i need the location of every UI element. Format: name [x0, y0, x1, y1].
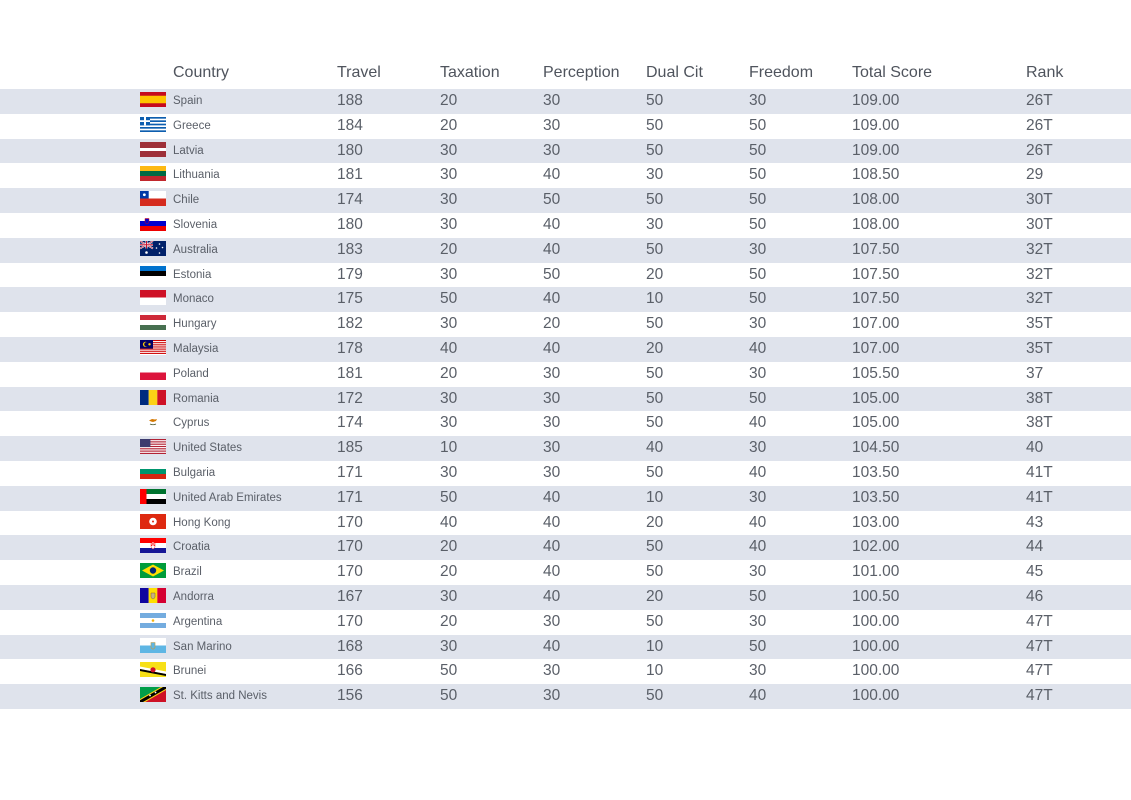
cell-travel: 174 — [337, 191, 363, 209]
slovenia-flag-icon — [140, 216, 166, 231]
croatia-flag-icon — [140, 538, 166, 553]
cell-dual-cit: 10 — [646, 488, 664, 506]
cell-total: 107.50 — [852, 290, 900, 308]
cell-total: 105.50 — [852, 364, 900, 382]
cell-freedom: 30 — [749, 92, 767, 109]
spain-flag-icon — [140, 92, 166, 107]
cell-dual-cit: 30 — [646, 215, 664, 233]
country-name: Brazil — [173, 566, 202, 579]
cell-total: 103.50 — [852, 488, 900, 506]
cell-travel: 167 — [337, 587, 363, 605]
cell-rank: 46 — [1026, 587, 1044, 605]
cell-taxation: 30 — [440, 215, 458, 233]
header-country: Country — [173, 64, 230, 81]
cell-rank: 38T — [1026, 414, 1053, 432]
cell-total: 102.00 — [852, 538, 900, 556]
table-row — [0, 337, 1131, 362]
cell-perception: 30 — [543, 612, 561, 630]
cell-travel: 183 — [337, 240, 363, 258]
cell-total: 100.00 — [852, 662, 900, 680]
table-row — [0, 89, 1131, 114]
header-freedom: Freedom — [749, 64, 814, 81]
cell-travel: 171 — [337, 488, 363, 506]
cell-taxation: 30 — [440, 637, 458, 655]
country-name: Greece — [173, 119, 211, 132]
cell-dual-cit: 50 — [646, 687, 664, 705]
table-row — [0, 213, 1131, 238]
cell-total: 109.00 — [852, 141, 900, 159]
cell-rank: 47T — [1026, 637, 1053, 655]
cell-rank: 26T — [1026, 116, 1053, 134]
table-row — [0, 535, 1131, 560]
cell-taxation: 30 — [440, 587, 458, 605]
estonia-flag-icon — [140, 266, 166, 281]
ranking-table — [0, 58, 1131, 709]
cell-taxation: 30 — [440, 389, 458, 407]
cell-taxation: 30 — [440, 141, 458, 159]
country-name: Argentina — [173, 615, 223, 628]
table-row — [0, 362, 1131, 387]
cell-rank: 37 — [1026, 364, 1044, 382]
table-row — [0, 511, 1131, 536]
cell-total: 103.50 — [852, 463, 900, 481]
brazil-flag-icon — [140, 563, 166, 578]
cell-dual-cit: 50 — [646, 116, 664, 134]
cell-total: 100.50 — [852, 587, 900, 605]
cell-travel: 181 — [337, 166, 363, 184]
cell-perception: 40 — [543, 563, 561, 581]
cell-taxation: 20 — [440, 364, 458, 382]
cell-total: 108.00 — [852, 215, 900, 233]
table-row — [0, 114, 1131, 139]
table-row — [0, 610, 1131, 635]
cell-dual-cit: 50 — [646, 538, 664, 556]
cell-freedom: 40 — [749, 463, 767, 481]
lithuania-flag-icon — [140, 166, 166, 181]
cell-travel: 181 — [337, 364, 363, 382]
table-row — [0, 312, 1131, 337]
country-name: Andorra — [173, 590, 214, 603]
table-row — [0, 635, 1131, 660]
country-name: Hungary — [173, 318, 217, 331]
cell-dual-cit: 20 — [646, 513, 664, 531]
cell-rank: 45 — [1026, 563, 1044, 581]
cell-freedom: 30 — [749, 364, 767, 382]
cell-rank: 40 — [1026, 439, 1044, 457]
latvia-flag-icon — [140, 142, 166, 157]
cell-dual-cit: 30 — [646, 166, 664, 184]
cell-rank: 35T — [1026, 339, 1053, 357]
cell-travel: 185 — [337, 439, 363, 457]
cell-dual-cit: 20 — [646, 265, 664, 283]
table-row — [0, 684, 1131, 709]
uae-flag-icon — [140, 489, 166, 504]
cell-perception: 40 — [543, 290, 561, 308]
cell-freedom: 50 — [749, 265, 767, 283]
monaco-flag-icon — [140, 290, 166, 305]
country-name: Croatia — [173, 541, 211, 554]
country-name: Bulgaria — [173, 466, 216, 479]
cell-dual-cit: 50 — [646, 463, 664, 481]
country-name: Malaysia — [173, 342, 219, 355]
cell-rank: 30T — [1026, 191, 1053, 209]
cell-total: 107.00 — [852, 315, 900, 333]
country-name: Spain — [173, 95, 203, 107]
cell-freedom: 50 — [749, 166, 767, 184]
cell-dual-cit: 40 — [646, 439, 664, 457]
table-row — [0, 238, 1131, 263]
cell-freedom: 30 — [749, 612, 767, 630]
cell-taxation: 30 — [440, 463, 458, 481]
cell-rank: 29 — [1026, 166, 1044, 184]
header-rank: Rank — [1026, 64, 1064, 81]
cell-perception: 40 — [543, 637, 561, 655]
cell-rank: 47T — [1026, 687, 1053, 705]
brunei-flag-icon — [140, 662, 166, 677]
cell-perception: 30 — [543, 116, 561, 134]
cell-taxation: 20 — [440, 116, 458, 134]
country-name: Poland — [173, 367, 209, 380]
cell-dual-cit: 50 — [646, 612, 664, 630]
header-total-score: Total Score — [852, 64, 933, 81]
cell-travel: 180 — [337, 141, 363, 159]
cell-taxation: 40 — [440, 513, 458, 531]
cell-perception: 40 — [543, 513, 561, 531]
cell-dual-cit: 50 — [646, 563, 664, 581]
cell-perception: 50 — [543, 265, 561, 283]
cell-taxation: 20 — [440, 92, 458, 109]
cell-total: 108.00 — [852, 191, 900, 209]
country-name: San Marino — [173, 640, 232, 653]
cell-taxation: 30 — [440, 315, 458, 333]
cell-total: 105.00 — [852, 389, 900, 407]
hungary-flag-icon — [140, 315, 166, 330]
cell-travel: 182 — [337, 315, 363, 333]
table-row — [0, 659, 1131, 684]
table-row — [0, 436, 1131, 461]
cell-rank: 30T — [1026, 215, 1053, 233]
cell-dual-cit: 10 — [646, 637, 664, 655]
country-name: Slovenia — [173, 218, 218, 231]
cell-travel: 171 — [337, 463, 363, 481]
cell-perception: 30 — [543, 463, 561, 481]
cell-total: 100.00 — [852, 687, 900, 705]
cell-taxation: 20 — [440, 538, 458, 556]
table-row — [0, 163, 1131, 188]
cell-total: 107.50 — [852, 265, 900, 283]
country-name: United States — [173, 442, 243, 455]
cell-dual-cit: 50 — [646, 141, 664, 159]
cell-total: 107.50 — [852, 240, 900, 258]
cell-travel: 170 — [337, 513, 363, 531]
bulgaria-flag-icon — [140, 464, 166, 479]
cell-dual-cit: 20 — [646, 587, 664, 605]
cell-rank: 32T — [1026, 265, 1053, 283]
cell-rank: 41T — [1026, 463, 1053, 481]
cell-total: 108.50 — [852, 166, 900, 184]
cell-travel: 174 — [337, 414, 363, 432]
country-name: Hong Kong — [173, 516, 231, 529]
cell-taxation: 20 — [440, 612, 458, 630]
cell-dual-cit: 50 — [646, 389, 664, 407]
cell-total: 100.00 — [852, 612, 900, 630]
cell-travel: 188 — [337, 92, 363, 109]
cell-travel: 175 — [337, 290, 363, 308]
cell-perception: 40 — [543, 488, 561, 506]
australia-flag-icon — [140, 241, 166, 256]
cyprus-flag-icon — [140, 414, 166, 429]
cell-taxation: 50 — [440, 687, 458, 705]
poland-flag-icon — [140, 365, 166, 380]
cell-perception: 30 — [543, 364, 561, 382]
cell-perception: 40 — [543, 587, 561, 605]
cell-perception: 40 — [543, 215, 561, 233]
cell-perception: 30 — [543, 662, 561, 680]
cell-perception: 30 — [543, 141, 561, 159]
cell-taxation: 40 — [440, 339, 458, 357]
romania-flag-icon — [140, 390, 166, 405]
cell-freedom: 30 — [749, 240, 767, 258]
country-name: Estonia — [173, 268, 212, 281]
cell-travel: 156 — [337, 687, 363, 705]
cell-freedom: 30 — [749, 488, 767, 506]
cell-freedom: 40 — [749, 414, 767, 432]
cell-total: 105.00 — [852, 414, 900, 432]
table-row — [0, 188, 1131, 213]
cell-freedom: 50 — [749, 215, 767, 233]
cell-perception: 30 — [543, 687, 561, 705]
cell-perception: 40 — [543, 339, 561, 357]
table-row — [0, 486, 1131, 511]
cell-taxation: 50 — [440, 488, 458, 506]
san-marino-flag-icon — [140, 638, 166, 653]
st-kitts-and-nevis-flag-icon — [140, 687, 166, 702]
cell-taxation: 20 — [440, 563, 458, 581]
cell-perception: 40 — [543, 240, 561, 258]
header-dual-cit: Dual Cit — [646, 64, 703, 81]
cell-freedom: 50 — [749, 389, 767, 407]
cell-perception: 30 — [543, 92, 561, 109]
cell-perception: 30 — [543, 389, 561, 407]
cell-taxation: 50 — [440, 662, 458, 680]
cell-taxation: 30 — [440, 191, 458, 209]
cell-total: 109.00 — [852, 116, 900, 134]
cell-perception: 40 — [543, 538, 561, 556]
country-name: Latvia — [173, 144, 204, 157]
table-row — [0, 139, 1131, 164]
cell-dual-cit: 20 — [646, 339, 664, 357]
malaysia-flag-icon — [140, 340, 166, 355]
cell-travel: 170 — [337, 563, 363, 581]
argentina-flag-icon — [140, 613, 166, 628]
cell-taxation: 10 — [440, 439, 458, 457]
table-row — [0, 560, 1131, 585]
cell-travel: 168 — [337, 637, 363, 655]
cell-taxation: 30 — [440, 265, 458, 283]
table-row — [0, 287, 1131, 312]
cell-dual-cit: 50 — [646, 315, 664, 333]
cell-taxation: 20 — [440, 240, 458, 258]
cell-total: 100.00 — [852, 637, 900, 655]
cell-dual-cit: 50 — [646, 191, 664, 209]
cell-dual-cit: 50 — [646, 240, 664, 258]
cell-freedom: 30 — [749, 315, 767, 333]
cell-freedom: 30 — [749, 439, 767, 457]
cell-rank: 26T — [1026, 92, 1053, 109]
cell-taxation: 30 — [440, 166, 458, 184]
cell-dual-cit: 10 — [646, 662, 664, 680]
cell-rank: 38T — [1026, 389, 1053, 407]
cell-freedom: 50 — [749, 116, 767, 134]
cell-freedom: 30 — [749, 662, 767, 680]
chile-flag-icon — [140, 191, 166, 206]
cell-dual-cit: 50 — [646, 414, 664, 432]
table-row — [0, 263, 1131, 288]
country-name: United Arab Emirates — [173, 491, 282, 504]
cell-perception: 40 — [543, 166, 561, 184]
cell-dual-cit: 10 — [646, 290, 664, 308]
united-states-flag-icon — [140, 439, 166, 454]
country-name: Brunei — [173, 665, 207, 678]
cell-perception: 50 — [543, 191, 561, 209]
cell-rank: 35T — [1026, 315, 1053, 333]
cell-travel: 170 — [337, 538, 363, 556]
greece-flag-icon — [140, 117, 166, 132]
cell-rank: 32T — [1026, 290, 1053, 308]
table-body — [0, 89, 1131, 709]
country-name: Monaco — [173, 293, 214, 306]
cell-travel: 166 — [337, 662, 363, 680]
cell-taxation: 30 — [440, 414, 458, 432]
cell-travel: 184 — [337, 116, 363, 134]
cell-total: 109.00 — [852, 92, 900, 109]
cell-total: 101.00 — [852, 563, 900, 581]
country-name: Cyprus — [173, 417, 210, 430]
cell-freedom: 40 — [749, 339, 767, 357]
country-name: Romania — [173, 392, 220, 405]
hong-kong-flag-icon — [140, 514, 166, 529]
header-perception: Perception — [543, 64, 620, 81]
cell-freedom: 50 — [749, 191, 767, 209]
cell-rank: 47T — [1026, 662, 1053, 680]
table-row — [0, 461, 1131, 486]
cell-rank: 47T — [1026, 612, 1053, 630]
cell-total: 104.50 — [852, 439, 900, 457]
country-name: St. Kitts and Nevis — [173, 690, 267, 703]
cell-rank: 32T — [1026, 240, 1053, 258]
country-name: Australia — [173, 243, 218, 256]
cell-taxation: 50 — [440, 290, 458, 308]
cell-freedom: 50 — [749, 290, 767, 308]
table-row — [0, 411, 1131, 436]
cell-travel: 180 — [337, 215, 363, 233]
cell-freedom: 50 — [749, 141, 767, 159]
cell-travel: 172 — [337, 389, 363, 407]
cell-freedom: 50 — [749, 587, 767, 605]
header-taxation: Taxation — [440, 64, 500, 81]
table-row — [0, 387, 1131, 412]
cell-freedom: 30 — [749, 563, 767, 581]
country-name: Chile — [173, 194, 200, 207]
table-header — [0, 58, 1131, 89]
cell-freedom: 40 — [749, 687, 767, 705]
cell-dual-cit: 50 — [646, 92, 664, 109]
cell-freedom: 40 — [749, 538, 767, 556]
cell-dual-cit: 50 — [646, 364, 664, 382]
cell-rank: 44 — [1026, 538, 1044, 556]
cell-perception: 30 — [543, 414, 561, 432]
cell-perception: 30 — [543, 439, 561, 457]
cell-perception: 20 — [543, 315, 561, 333]
header-travel: Travel — [337, 64, 381, 81]
cell-travel: 179 — [337, 265, 363, 283]
cell-freedom: 50 — [749, 637, 767, 655]
cell-rank: 43 — [1026, 513, 1044, 531]
cell-total: 107.00 — [852, 339, 900, 357]
cell-travel: 178 — [337, 339, 363, 357]
andorra-flag-icon — [140, 588, 166, 603]
cell-rank: 26T — [1026, 141, 1053, 159]
cell-freedom: 40 — [749, 513, 767, 531]
cell-travel: 170 — [337, 612, 363, 630]
table-row — [0, 585, 1131, 610]
cell-total: 103.00 — [852, 513, 900, 531]
country-name: Lithuania — [173, 169, 220, 182]
cell-rank: 41T — [1026, 488, 1053, 506]
